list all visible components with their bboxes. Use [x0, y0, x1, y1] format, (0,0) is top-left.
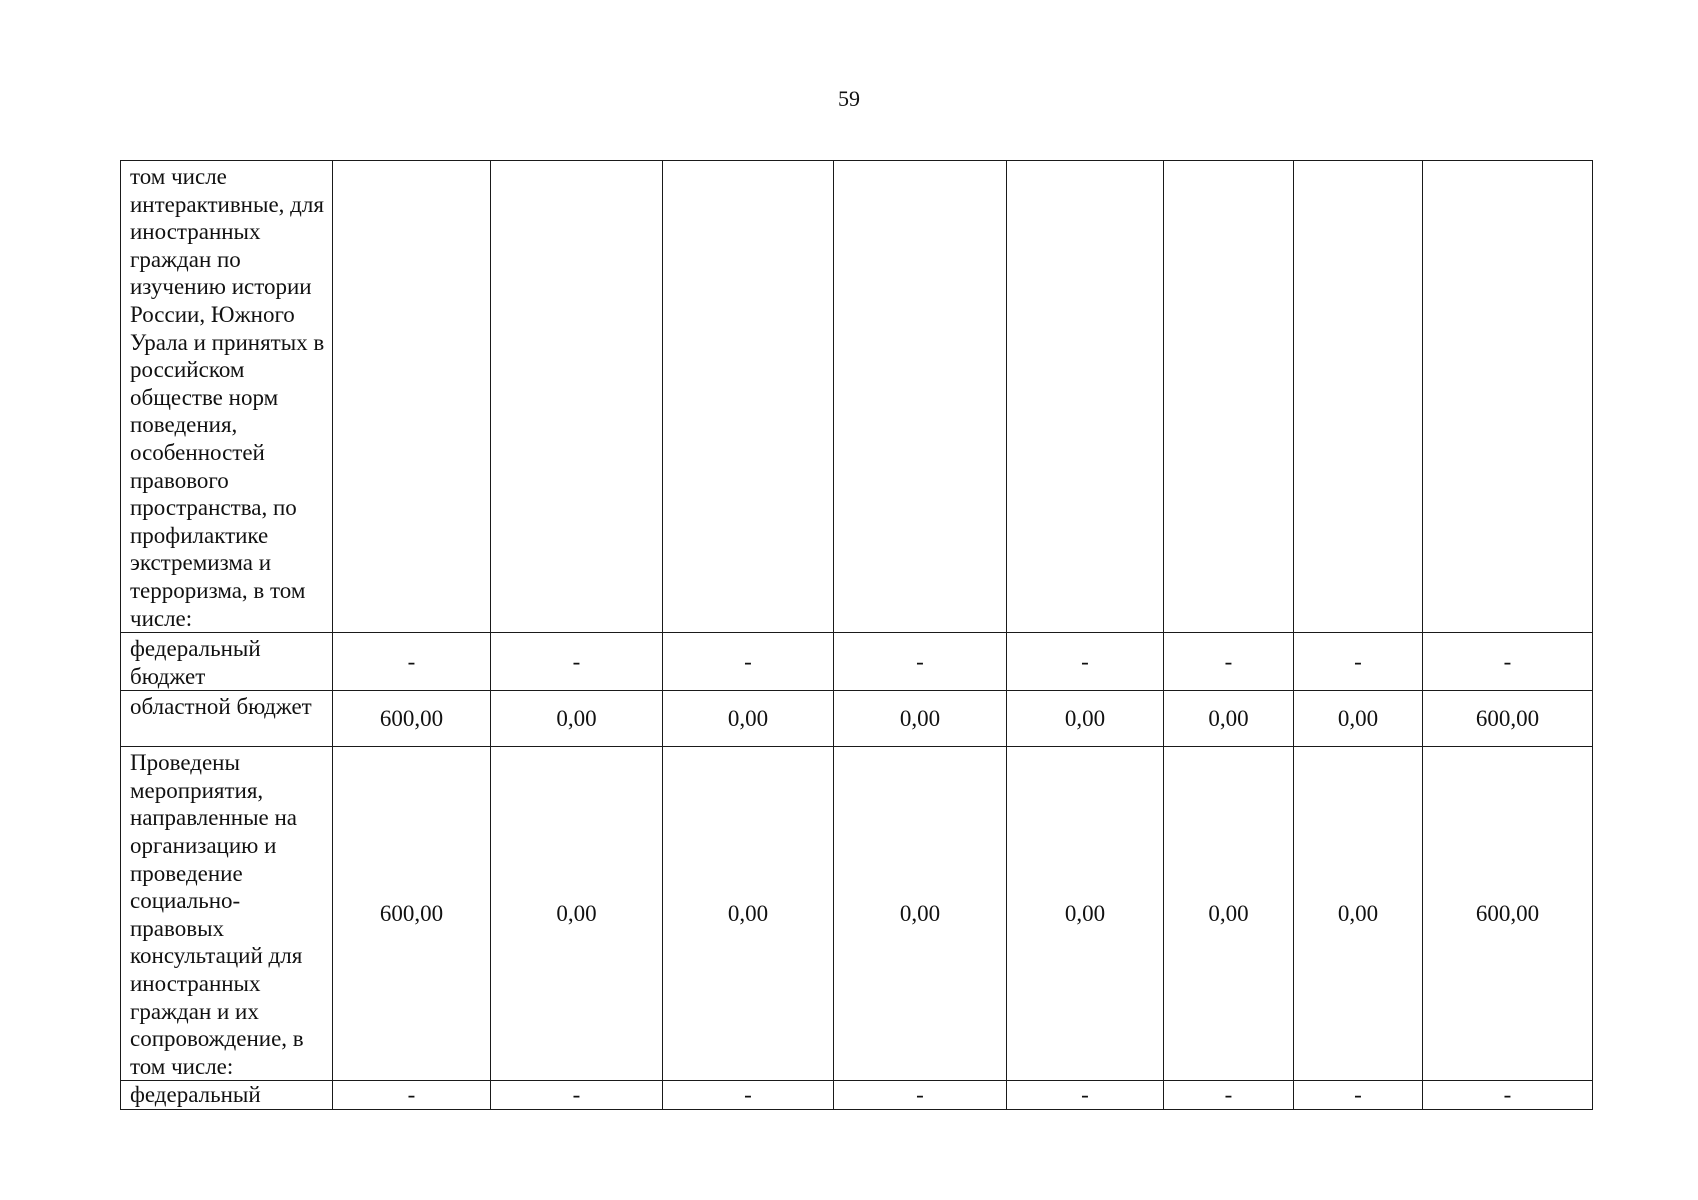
- table-cell: -: [333, 633, 491, 691]
- table-cell: 0,00: [1007, 691, 1164, 747]
- budget-table: [120, 160, 1593, 1110]
- row-label: областной бюджет: [121, 691, 333, 747]
- table-cell: -: [1423, 1081, 1593, 1110]
- table-cell: [333, 161, 491, 633]
- table-cell: -: [1007, 633, 1164, 691]
- table-cell: -: [663, 633, 834, 691]
- table-cell: 0,00: [663, 747, 834, 1081]
- table-cell: [1007, 161, 1164, 633]
- table-cell: -: [1294, 633, 1423, 691]
- table-cell: -: [834, 1081, 1007, 1110]
- table-row: [121, 691, 1593, 747]
- table-cell: [663, 161, 834, 633]
- table-cell: -: [1164, 1081, 1294, 1110]
- table-cell: [1294, 161, 1423, 633]
- table-cell: 0,00: [663, 691, 834, 747]
- table-cell: -: [491, 633, 663, 691]
- table-cell: 0,00: [834, 747, 1007, 1081]
- table-cell: -: [333, 1081, 491, 1110]
- table-cell: -: [1423, 633, 1593, 691]
- table-cell: [491, 161, 663, 633]
- table-cell: 600,00: [333, 747, 491, 1081]
- table-cell: -: [1294, 1081, 1423, 1110]
- table-cell: 0,00: [491, 747, 663, 1081]
- table-row: [121, 633, 1593, 691]
- table-cell: 0,00: [1294, 747, 1423, 1081]
- table-cell: -: [834, 633, 1007, 691]
- table-cell: 0,00: [491, 691, 663, 747]
- table-cell: [834, 161, 1007, 633]
- row-label: федеральный бюджет: [121, 633, 333, 691]
- table-cell: 600,00: [1423, 691, 1593, 747]
- table-cell: -: [1007, 1081, 1164, 1110]
- table-cell: 600,00: [333, 691, 491, 747]
- table-cell: 0,00: [1164, 747, 1294, 1081]
- table-cell: [1423, 161, 1593, 633]
- row-label: Проведены мероприятия, направленные на организацию и проведение социально-правовых консультаций для иностранных граждан и их сопровождение, в том числе:: [121, 747, 333, 1081]
- table-cell: 0,00: [1007, 747, 1164, 1081]
- table-row: [121, 161, 1593, 633]
- table-cell: -: [491, 1081, 663, 1110]
- table-row: [121, 1081, 1593, 1110]
- page-number: 59: [838, 86, 860, 111]
- table-cell: 0,00: [834, 691, 1007, 747]
- table-row: [121, 747, 1593, 1081]
- table-cell: 600,00: [1423, 747, 1593, 1081]
- row-label: том числе интерактивные, для иностранных граждан по изучению истории России, Южного Урала и принятых в российском обществе норм поведения, особенностей правового пространства, по профилактике экстремизма и терроризма, в том числе:: [121, 161, 333, 633]
- row-label: федеральный: [121, 1081, 333, 1110]
- table-cell: 0,00: [1294, 691, 1423, 747]
- table-cell: -: [663, 1081, 834, 1110]
- table-cell: [1164, 161, 1294, 633]
- table-cell: 0,00: [1164, 691, 1294, 747]
- table-cell: -: [1164, 633, 1294, 691]
